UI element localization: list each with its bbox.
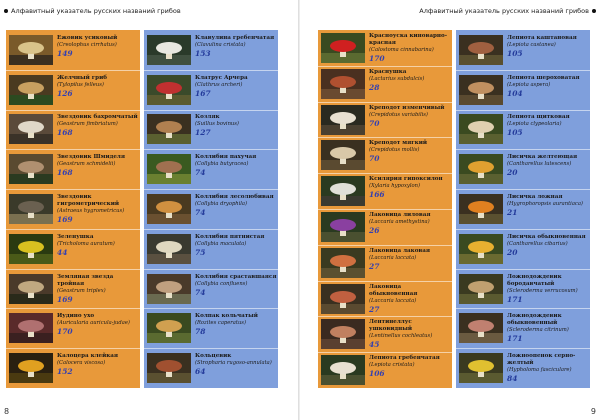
entry-divider [6,149,140,150]
entry-text [195,353,277,375]
entry-text [369,212,451,234]
entry-divider [144,70,278,71]
page-reference: 70 [369,118,380,128]
russian-name: Коллибия пахучая [195,154,257,161]
bullet-icon [4,9,8,13]
index-entry [144,152,278,186]
mushroom-photo [459,353,503,383]
index-entry [6,73,140,107]
latin-name: (Calocera viscosa) [57,360,106,367]
entry-text [57,353,139,375]
russian-name: Лепиота гребенчатая [369,355,440,362]
page-reference: 105 [507,128,523,138]
index-entry [318,282,452,316]
page-reference: 167 [195,88,211,98]
russian-name: Лаковица лаковая [369,247,431,254]
entry-text [507,234,589,256]
page-reference: 171 [507,334,523,344]
mushroom-photo [321,355,365,385]
latin-name: (Rozites caperatus) [195,320,246,327]
page-reference: 171 [507,294,523,304]
latin-name: (Clavulina cristata) [195,41,246,48]
mushroom-photo [459,274,503,304]
mushroom-photo [459,35,503,65]
mushroom-photo [321,33,365,63]
latin-name: (Lepiota clypeolaria) [507,121,562,128]
index-column-2 [144,30,278,388]
page-reference: 20 [507,168,518,178]
index-entry [456,232,590,266]
latin-name: (Creolophus cirrhatus) [57,41,117,48]
page-reference: 168 [57,128,73,138]
latin-name: (Tylopilus felleus) [57,81,104,88]
page-reference: 20 [507,247,518,257]
entry-text [507,114,589,136]
index-entry [456,272,590,306]
right-page-number: 9 [590,407,596,416]
mushroom-photo [321,176,365,206]
mushroom-photo [459,154,503,184]
entry-divider [456,110,590,111]
index-entry [144,311,278,345]
index-entry [6,192,140,226]
entry-divider [6,348,140,349]
entry-text [195,194,277,216]
index-entry [456,311,590,345]
entry-text [369,355,451,377]
index-entry [144,351,278,385]
russian-name: Лентинеллус ушковидный [369,319,412,333]
russian-name: Коллибия пятнистая [195,233,265,240]
entry-divider [6,189,140,190]
mushroom-photo [147,194,191,224]
russian-name: Лисичка ложная [507,194,563,200]
page-reference: 64 [195,367,206,377]
russian-name: Звездовик бахромчатый [57,114,138,121]
index-entry [318,138,452,172]
russian-name: Козляк [195,114,220,121]
entry-text [369,319,451,348]
page-reference: 78 [195,327,206,337]
latin-name: (Scleroderma verrucosum) [507,287,578,294]
entry-divider [456,308,590,309]
entry-divider [6,269,140,270]
index-entry [456,112,590,146]
page-reference: 75 [195,247,206,257]
entry-divider [144,110,278,111]
entry-divider [456,189,590,190]
russian-name: Ксилярия гипоксилон [369,176,443,183]
entry-text [507,313,589,342]
russian-name: Лепиота шероховатая [507,74,580,81]
index-entry [318,67,452,101]
page-reference: 26 [369,225,380,235]
mushroom-photo [147,274,191,304]
russian-name: Звездовик гигрометрический [57,194,119,207]
entry-text [57,194,139,223]
russian-name: Коллибия сраставшаяся [195,273,277,280]
entry-text [195,75,277,97]
entry-text [57,114,139,136]
page-reference: 74 [195,208,206,217]
entry-divider [144,308,278,309]
latin-name: (Collybia maculata) [195,240,247,247]
mushroom-photo [321,319,365,349]
entry-divider [6,229,140,230]
mushroom-photo [9,353,53,383]
mushroom-photo [147,154,191,184]
mushroom-photo [9,313,53,343]
latin-name: (Crepidotus variabilis) [369,111,428,118]
latin-name: (Clathrus archeri) [195,81,243,88]
latin-name: (Xylaria hypoxylon) [369,183,420,190]
page-reference: 170 [57,327,73,337]
latin-name: (Lentinellus cochleatus) [369,333,433,340]
page-reference: 127 [195,128,211,138]
index-entry [6,152,140,186]
page-reference: 152 [57,367,73,377]
latin-name: (Geastrum schmidelii) [57,161,116,168]
mushroom-photo [9,154,53,184]
latin-name: (Geastrum triplex) [57,287,106,294]
entry-text [507,35,589,57]
russian-name: Лепиота щитковая [507,114,570,121]
index-entry [6,33,140,67]
page-reference: 105 [507,48,523,58]
entry-text [57,154,139,176]
page-reference: 84 [507,374,518,384]
index-entry [6,112,140,146]
entry-text [57,234,139,256]
page-reference: 74 [195,287,206,297]
entry-divider [144,149,278,150]
right-page [300,0,600,420]
index-entry [456,152,590,186]
mushroom-photo [9,35,53,65]
entry-text [507,154,589,176]
entry-divider [6,308,140,309]
page-reference: 170 [369,53,385,63]
index-column-1 [6,30,140,388]
latin-name: (Hygrophoropsis aurantiaca) [507,201,583,207]
page-reference: 153 [195,48,211,58]
latin-name: (Astraeus hygrometricus) [57,208,125,214]
entry-text [369,105,451,127]
entry-divider [144,229,278,230]
page-reference: 28 [369,82,380,92]
entry-text [195,154,277,176]
entry-divider [456,149,590,150]
russian-name: Калоцера клейкая [57,353,119,360]
mushroom-photo [147,75,191,105]
russian-name: Ложнодождевик обыкновенный [507,313,562,327]
latin-name: (Lepiota castanea) [507,41,556,48]
latin-name: (Stropharia rugoso-annulata) [195,360,272,367]
page-reference: 45 [369,340,380,350]
latin-name: (Collybia dryophila) [195,201,248,207]
left-header-title: Алфавитный указатель русских названий грибов [11,7,181,15]
page-reference: 169 [57,294,73,304]
entry-text [507,75,589,97]
latin-name: (Lactarius subdulcis) [369,75,425,82]
index-entry [318,317,452,351]
mushroom-photo [459,234,503,264]
entry-divider [144,269,278,270]
left-page-number: 8 [4,407,10,416]
entry-text [195,35,277,57]
index-entry [318,210,452,244]
mushroom-photo [147,114,191,144]
entry-text [369,284,451,313]
russian-name: Ложноопенок серно-желтый [507,353,576,367]
entry-text [195,313,277,335]
index-entry [144,272,278,306]
entry-divider [144,348,278,349]
index-entry [144,73,278,107]
entry-text [57,313,139,335]
russian-name: Земляная звезда тройная [57,273,114,287]
entry-text [195,274,277,296]
entry-text [369,176,451,198]
entry-text [507,194,589,216]
russian-name: Лисичка обыкновенная [507,233,586,240]
latin-name: (Tricholoma auratum) [57,240,115,247]
latin-name: (Suillus bovinus) [195,121,239,128]
entry-text [369,248,451,270]
page-reference: 21 [507,208,518,217]
mushroom-photo [321,69,365,99]
russian-name: Лаковица лиловая [369,211,431,218]
latin-name: (Lepiota cristata) [369,362,415,369]
index-entry [6,232,140,266]
latin-name: (Collybia butyracea) [195,161,249,168]
latin-name: (Lepiota aspera) [507,81,551,88]
russian-name: Ложнодождевик бородавчатый [507,273,562,287]
mushroom-photo [321,105,365,135]
latin-name: (Collybia confluens) [195,280,248,287]
russian-name: Клавулина гребенчатая [195,34,275,41]
entry-divider [456,70,590,71]
index-entry [456,33,590,67]
page-reference: 106 [369,369,385,379]
latin-name: (Laccaria laccata) [369,254,417,261]
index-entry [144,232,278,266]
mushroom-photo [147,313,191,343]
index-entry [6,272,140,306]
page-reference: 44 [57,247,68,257]
entry-text [57,274,139,303]
latin-name: (Crepidotus mollis) [369,147,420,154]
latin-name: (Auricularia auricula-judae) [57,320,130,327]
entry-text [195,234,277,256]
right-header-title: Алфавитный указатель русских названий грибов [419,7,589,15]
page-reference: 166 [369,190,385,200]
index-entry [318,103,452,137]
page-reference: 104 [507,88,523,98]
right-page-header [419,7,596,15]
index-entry [144,33,278,67]
mushroom-photo [147,234,191,264]
entry-text [507,353,589,382]
latin-name: (Scleroderma citrinum) [507,327,569,334]
russian-name: Иудино ухо [57,313,95,320]
page-reference: 168 [57,168,73,178]
russian-name: Лисичка желтеющая [507,154,578,161]
russian-name: Лепиота каштановая [507,34,577,41]
index-entry [6,311,140,345]
entry-divider [456,348,590,349]
russian-name: Ежовик усиковый [57,34,118,41]
russian-name: Зеленушка [57,233,94,240]
entry-text [195,114,277,136]
index-column-4 [456,30,590,388]
mushroom-photo [9,75,53,105]
page-reference: 126 [57,88,73,98]
index-entry [6,351,140,385]
mushroom-photo [459,75,503,105]
mushroom-photo [9,114,53,144]
russian-name: Клатрус Арчера [195,74,248,81]
entry-text [369,140,451,162]
entry-text [57,75,139,97]
entry-text [369,33,451,62]
index-entry [318,31,452,65]
entry-divider [6,70,140,71]
mushroom-photo [9,234,53,264]
mushroom-photo [147,353,191,383]
russian-name: Кольцевик [195,353,232,360]
index-entry [456,73,590,107]
russian-name: Лаковица обыкновенная [369,283,418,297]
page-reference: 149 [57,48,73,58]
russian-name: Коллибия лесолюбивая [195,194,274,200]
russian-name: Желчный гриб [57,74,107,81]
page-reference: 70 [369,154,380,164]
entry-text [507,274,589,303]
bullet-icon [592,9,596,13]
page-reference: 169 [57,215,73,224]
mushroom-photo [147,35,191,65]
index-entry [144,112,278,146]
index-entry [144,192,278,226]
latin-name: (Cantharellus cibarius) [507,240,568,247]
mushroom-photo [9,274,53,304]
index-entry [318,174,452,208]
entry-divider [144,189,278,190]
latin-name: (Geastrum fimbriatum) [57,121,118,128]
mushroom-photo [9,194,53,224]
index-entry [318,353,452,387]
left-page-header [4,7,181,15]
entry-divider [456,229,590,230]
russian-name: Звездовик Шмиделя [57,154,125,161]
page-reference: 74 [195,168,206,178]
mushroom-photo [459,313,503,343]
page-reference: 27 [369,261,380,271]
mushroom-photo [321,248,365,278]
latin-name: (Calostoma cinnabarina) [369,46,434,53]
index-column-3 [318,30,452,388]
entry-divider [456,269,590,270]
latin-name: (Laccaria laccata) [369,297,417,304]
entry-text [57,35,139,57]
mushroom-photo [321,212,365,242]
russian-name: Колпак кольчатый [195,313,258,320]
russian-name: Краснушка [369,68,407,75]
mushroom-photo [321,284,365,314]
russian-name: Креподот мягкий [369,140,428,147]
index-entry [456,351,590,385]
index-entry [456,192,590,226]
entry-divider [6,110,140,111]
mushroom-photo [459,194,503,224]
latin-name: (Laccaria amethystina) [369,218,430,225]
index-entry [318,246,452,280]
mushroom-photo [459,114,503,144]
page-reference: 27 [369,304,380,314]
russian-name: Красноуска киноварно-красная [369,32,448,46]
russian-name: Креподот изменчивый [369,104,445,111]
latin-name: (Cantharellus lutescens) [507,161,572,168]
latin-name: (Hypholoma fasciculare) [507,367,572,374]
entry-text [369,69,451,91]
mushroom-photo [321,140,365,170]
